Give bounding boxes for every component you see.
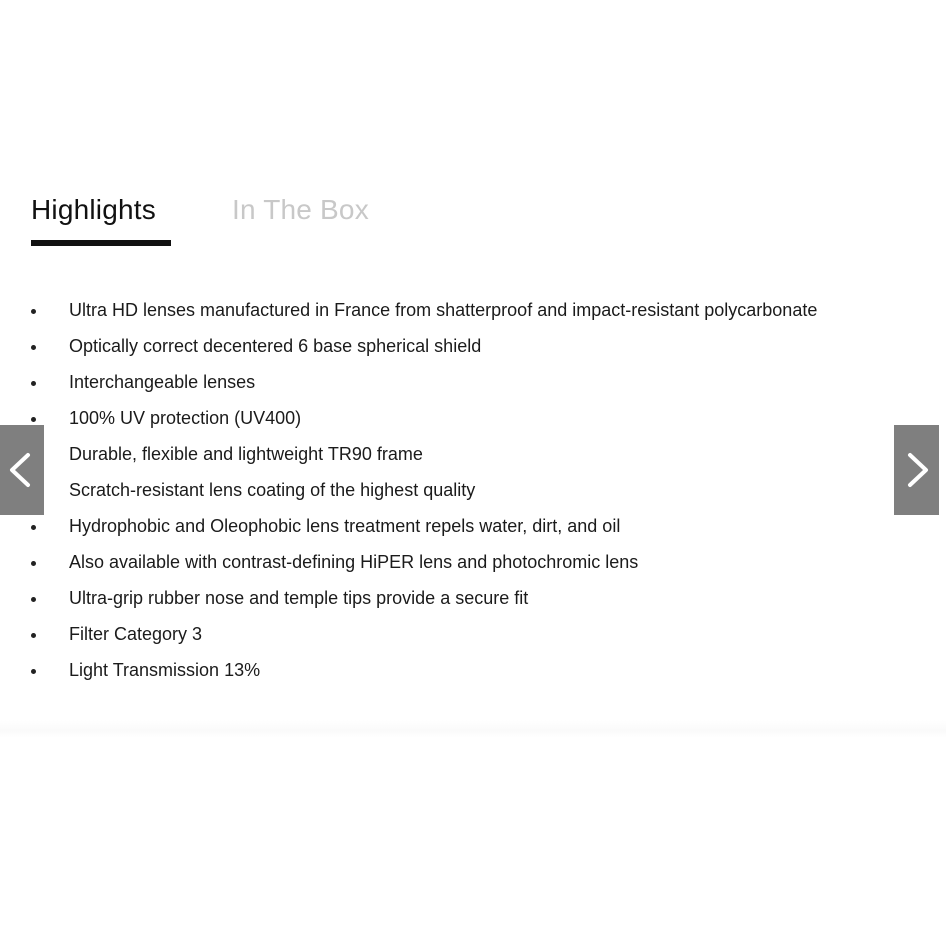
list-item-text: Light Transmission 13% <box>69 660 261 680</box>
carousel-next-button[interactable] <box>894 425 939 515</box>
list-item <box>31 292 911 328</box>
list-item-text: Optically correct decentered 6 base spherical shield <box>69 336 482 356</box>
list-item <box>31 472 911 508</box>
list-item <box>31 616 911 652</box>
list-item-text: Hydrophobic and Oleophobic lens treatment repels water, dirt, and oil <box>69 516 621 536</box>
list-item <box>31 544 911 580</box>
highlights-list <box>31 292 911 688</box>
bullet-icon <box>31 597 36 602</box>
carousel-prev-button[interactable] <box>0 425 44 515</box>
list-item <box>31 328 911 364</box>
list-item <box>31 508 911 544</box>
list-item-text: Also available with contrast-defining HiPER lens and photochromic lens <box>69 552 639 572</box>
list-item <box>31 400 911 436</box>
active-tab-indicator <box>31 240 171 246</box>
bullet-icon <box>31 669 36 674</box>
list-item <box>31 364 911 400</box>
list-item-text: 100% UV protection (UV400) <box>69 408 302 428</box>
list-item <box>31 652 911 688</box>
bullet-icon <box>31 345 36 350</box>
tab-highlights-label: Highlights <box>31 194 156 225</box>
list-item <box>31 436 911 472</box>
bullet-icon <box>31 309 36 314</box>
chevron-left-icon <box>0 425 44 515</box>
bullet-icon <box>31 381 36 386</box>
section-divider <box>0 720 946 738</box>
list-item-text: Filter Category 3 <box>69 624 203 644</box>
list-item-text: Ultra HD lenses manufactured in France from shatterproof and impact-resistant polycarbonate <box>69 300 818 320</box>
chevron-right-icon <box>894 425 939 515</box>
tab-in-the-box-label: In The Box <box>232 194 369 225</box>
list-item-text: Interchangeable lenses <box>69 372 256 392</box>
list-item-text: Ultra-grip rubber nose and temple tips provide a secure fit <box>69 588 529 608</box>
list-item-text: Durable, flexible and lightweight TR90 frame <box>69 444 423 464</box>
tab-highlights[interactable] <box>31 194 156 226</box>
bullet-icon <box>31 525 36 530</box>
bullet-icon <box>31 633 36 638</box>
bullet-icon <box>31 417 36 422</box>
tab-in-the-box[interactable] <box>232 194 369 226</box>
list-item-text: Scratch-resistant lens coating of the highest quality <box>69 480 476 500</box>
list-item <box>31 580 911 616</box>
bullet-icon <box>31 561 36 566</box>
